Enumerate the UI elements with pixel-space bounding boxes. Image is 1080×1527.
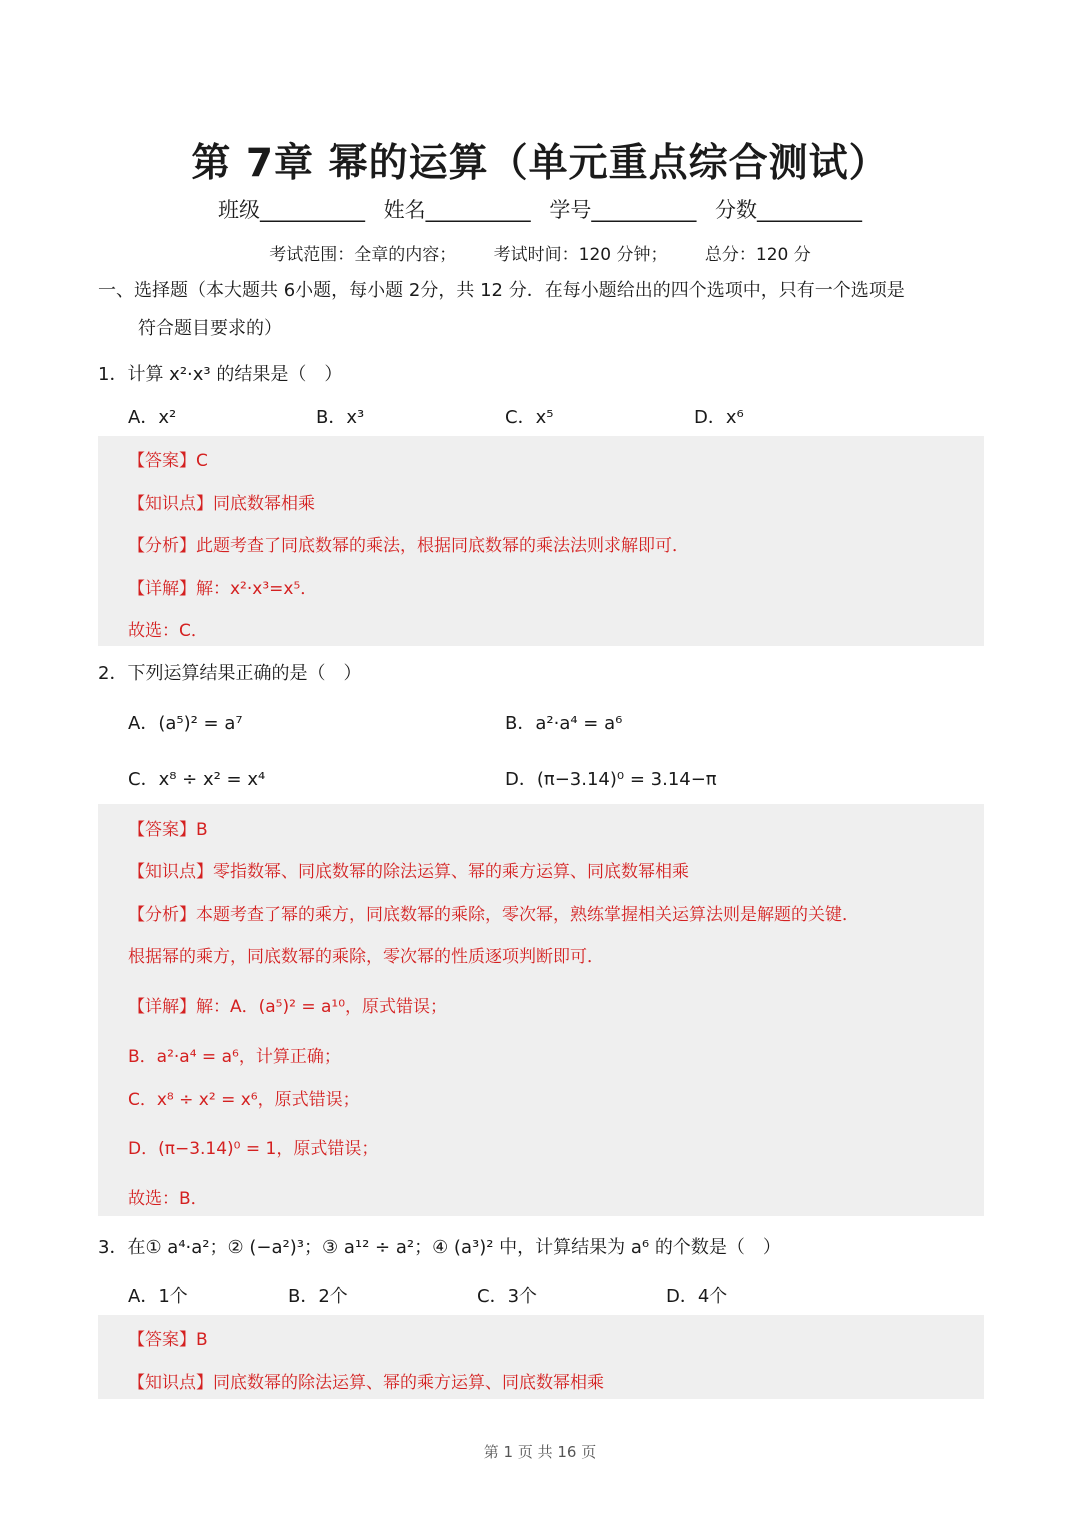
- q3-answer: 【答案】B: [128, 1330, 208, 1350]
- exam-time: 考试时间：120 分钟；: [493, 245, 668, 265]
- page-footer: 第 1 页 共 16 页: [483, 1443, 597, 1461]
- q1-option-b: B．x³: [316, 407, 365, 428]
- q1-option-c: C．x⁵: [505, 407, 554, 428]
- q2-detail-c: C．x⁸ ÷ x² = x⁶，原式错误；: [128, 1090, 360, 1110]
- q1-option-a: A．x²: [128, 407, 177, 428]
- q1-answer: 【答案】C: [128, 451, 208, 471]
- q1-stem: 1．计算 x²·x³ 的结果是（ ）: [98, 364, 343, 385]
- q2-final: 故选：B．: [128, 1189, 208, 1209]
- q3-option-d: D．4个: [666, 1286, 728, 1307]
- q3-knowledge: 【知识点】同底数幂的除法运算、幂的乘方运算、同底数幂相乘: [128, 1373, 604, 1393]
- q1-option-d: D．x⁶: [694, 407, 744, 428]
- q2-knowledge: 【知识点】零指数幂、同底数幂的除法运算、幂的乘方运算、同底数幂相乘: [128, 862, 689, 882]
- q3-option-c: C．3个: [477, 1286, 538, 1307]
- q1-knowledge: 【知识点】同底数幂相乘: [128, 494, 315, 514]
- q3-stem: 3．在① a⁴·a²；② (−a²)³；③ a¹² ÷ a²；④ (a³)² 中，计算结果为 a⁶ 的个数是（ ）: [98, 1237, 781, 1258]
- q1-analysis: 【分析】此题考查了同底数幂的乘法，根据同底数幂的乘法法则求解即可．: [128, 536, 689, 556]
- student-info-line: [0, 194, 1080, 224]
- q2-option-c: C．x⁸ ÷ x² = x⁴: [128, 769, 266, 790]
- exam-scope: 考试范围：全章的内容；: [269, 245, 457, 265]
- q2-solution-box: [98, 804, 984, 1216]
- section-heading: [98, 272, 988, 348]
- q3-option-a: A．1个: [128, 1286, 188, 1307]
- page-title: 第 7章 幂的运算（单元重点综合测试）: [191, 141, 889, 186]
- q2-answer: 【答案】B: [128, 820, 208, 840]
- id-field: 学号__________: [549, 198, 697, 222]
- q1-detail: 【详解】解：x²·x³=x⁵．: [128, 579, 318, 599]
- q2-detail-d: D．(π−3.14)⁰ = 1，原式错误；: [128, 1139, 379, 1159]
- q1-final: 故选：C．: [128, 621, 208, 641]
- class-field: 班级__________: [217, 198, 365, 222]
- section-line-2: 符合题目要求的）: [138, 318, 282, 339]
- exam-meta: [0, 240, 1080, 265]
- q2-option-d: D．(π−3.14)⁰ = 3.14−π: [505, 769, 717, 790]
- q2-detail-b: B．a²·a⁴ = a⁶，计算正确；: [128, 1047, 341, 1067]
- q2-option-a: A．(a⁵)² = a⁷: [128, 713, 243, 734]
- q2-stem: 2．下列运算结果正确的是（ ）: [98, 663, 362, 684]
- section-line-1: 一、选择题（本大题共 6小题，每小题 2分，共 12 分．在每小题给出的四个选项中，只有一个选项是: [98, 280, 905, 301]
- q2-analysis-2: 根据幂的乘方，同底数幂的乘除，零次幂的性质逐项判断即可．: [128, 947, 604, 967]
- q1-solution-box: [98, 436, 984, 646]
- q2-detail-a: 【详解】解：A．(a⁵)² = a¹⁰，原式错误；: [128, 997, 448, 1017]
- exam-total: 总分：120 分: [704, 245, 811, 265]
- score-field: 分数__________: [715, 198, 863, 222]
- q3-option-b: B．2个: [288, 1286, 348, 1307]
- q2-analysis-1: 【分析】本题考查了幂的乘方，同底数幂的乘除，零次幂，熟练掌握相关运算法则是解题的关键．: [128, 905, 859, 925]
- q3-solution-box: [98, 1315, 984, 1399]
- name-field: 姓名__________: [383, 198, 531, 222]
- q2-option-b: B．a²·a⁴ = a⁶: [505, 713, 623, 734]
